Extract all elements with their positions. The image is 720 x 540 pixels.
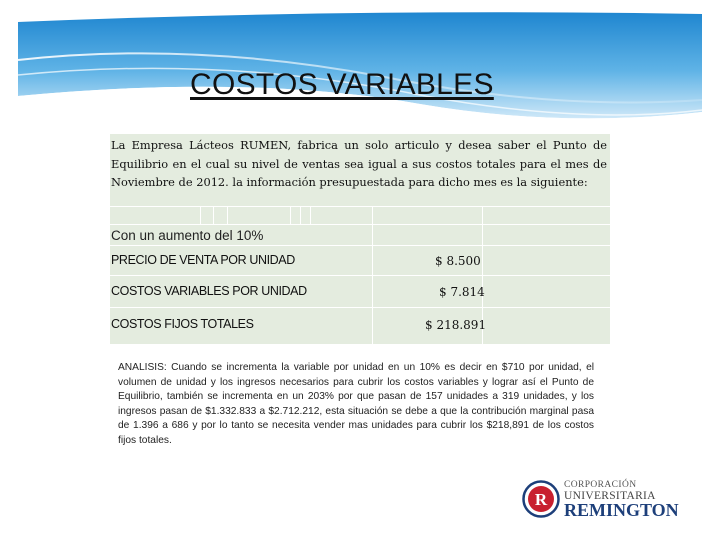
logo-line-3: REMINGTON bbox=[564, 500, 679, 520]
table-cell-border bbox=[213, 206, 214, 224]
slide-title: COSTOS VARIABLES bbox=[190, 68, 494, 101]
logo-letter: R bbox=[534, 490, 548, 509]
table-cell-border bbox=[290, 206, 291, 224]
table-divider bbox=[110, 224, 610, 225]
table-cell-border bbox=[227, 206, 228, 224]
remington-logo bbox=[522, 476, 692, 524]
table-divider bbox=[110, 245, 610, 246]
table-divider bbox=[110, 307, 610, 308]
row-label-costos-fijos: COSTOS FIJOS TOTALES bbox=[111, 317, 254, 331]
row-value-costos-variables: $ 7.814 bbox=[439, 285, 485, 299]
row-label-costos-variables: COSTOS VARIABLES POR UNIDAD bbox=[111, 284, 307, 298]
increase-subtitle: Con un aumento del 10% bbox=[111, 228, 264, 243]
intro-paragraph: La Empresa Lácteos RUMEN, fabrica un solo articulo y desea saber el Punto de Equilibrio en el cual su nivel de ventas sea igual a sus costos totales para el mes de Noviembre de 2012. la información presupuestada para dicho mes es la siguiente: bbox=[111, 138, 607, 189]
row-value-precio-venta: $ 8.500 bbox=[435, 254, 481, 268]
table-cell-border bbox=[310, 206, 311, 224]
analysis-paragraph: ANALISIS: Cuando se incrementa la variable por unidad en un 10% es decir en $710 por unidad, el volumen de unidad y los ingresos necesarios para cubrir los costos variables y lograr así el Punto de Equilibrio, también se incrementa en un 203% por que pasan de 157 unidades a 319 unidades, y los ingresos pasan de $1.332.833 a $2.712.212, esta situación se debe a que la contribución marginal pasa de 1.396 a 686 y por lo tanto se necesita vender mas unidades para cubrir los $218,891 de los costos fijos totales. bbox=[118, 362, 594, 446]
logo-line-2: UNIVERSITARIA bbox=[564, 490, 656, 502]
header-wave-decoration bbox=[0, 0, 720, 130]
table-cell-border bbox=[372, 206, 373, 344]
table-divider bbox=[110, 275, 610, 276]
logo-line-1: CORPORACIÓN bbox=[564, 480, 637, 490]
remington-seal-icon bbox=[522, 480, 560, 518]
table-cell-border bbox=[200, 206, 201, 224]
row-value-costos-fijos: $ 218.891 bbox=[425, 318, 487, 332]
table-cell-border bbox=[300, 206, 301, 224]
table-divider bbox=[110, 206, 610, 207]
row-label-precio-venta: PRECIO DE VENTA POR UNIDAD bbox=[111, 253, 295, 267]
